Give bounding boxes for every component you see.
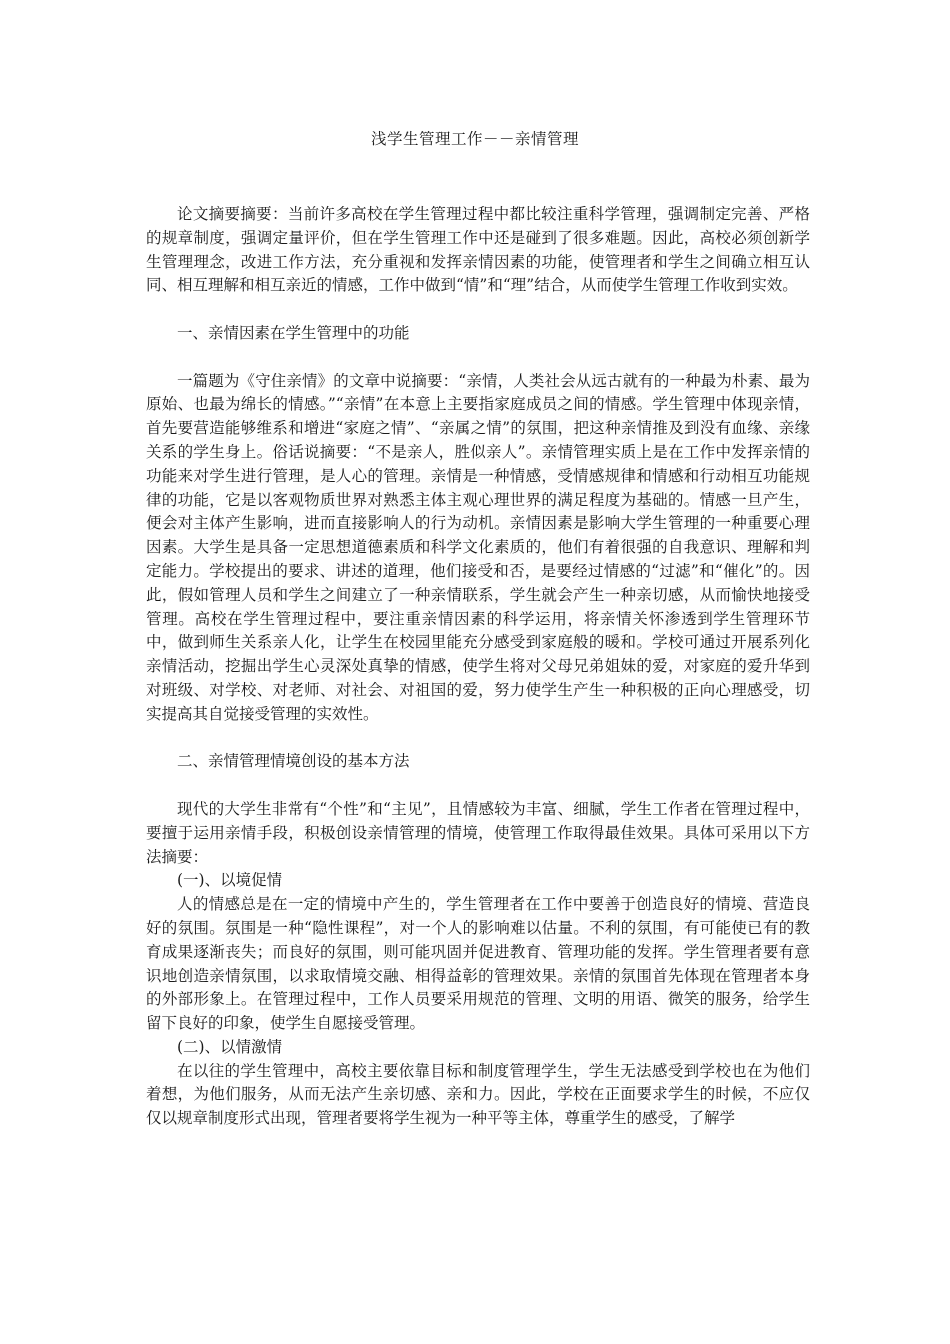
section-1-heading: 一、亲情因素在学生管理中的功能 [177, 323, 410, 342]
section-2-heading: 二、亲情管理情境创设的基本方法 [177, 752, 410, 771]
document-title: 浅学生管理工作－－亲情管理 [370, 130, 579, 148]
subsection-2-heading: (二)、以情激情 [177, 1037, 283, 1056]
section-2-intro-paragraph: 现代的大学生非常有“个性”和“主见”，且情感较为丰富、细腻，学生工作者在管理过程中，要擅于运用亲情手段，积极创设亲情管理的情境，使管理工作取得最佳效果。具体可采用以下方法摘要： [146, 799, 810, 866]
document-body [146, 203, 810, 1131]
subsection-1-heading: (一)、以境促情 [177, 871, 283, 890]
subsection-2-paragraph: 在以往的学生管理中，高校主要依靠目标和制度管理学生，学生无法感受到学校也在为他们着想，为他们服务，从而无法产生亲切感、亲和力。因此，学校在正面要求学生的时候，不应仅仅以规章制度形式出现，管理者要将学生视为一种平等主体，尊重学生的感受，了解学 [146, 1061, 810, 1128]
subsection-1-paragraph: 人的情感总是在一定的情境中产生的，学生管理者在工作中要善于创造良好的情境、营造良好的氛围。氛围是一种“隐性课程”，对一个人的影响难以估量。不利的氛围，有可能使已有的教育成果逐渐丧失；而良好的氛围，则可能巩固并促进教育、管理功能的发挥。学生管理者要有意识地创造亲情氛围，以求取情境交融、相得益彰的管理效果。亲情的氛围首先体现在管理者本身的外部形象上。在管理过程中，工作人员要采用规范的管理、文明的用语、微笑的服务，给学生留下良好的印象，使学生自愿接受管理。 [146, 895, 810, 1033]
section-1-paragraph: 一篇题为《守住亲情》的文章中说摘要：“亲情，人类社会从远古就有的一种最为朴素、最为原始、也最为绵长的情感。”“亲情”在本意上主要指家庭成员之间的情感。学生管理中体现亲情，首先要营造能够维系和增进“家庭之情”、“亲属之情”的氛围，把这种亲情推及到没有血缘、亲缘关系的学生身上。俗话说摘要：“不是亲人，胜似亲人”。亲情管理实质上是在工作中发挥亲情的功能来对学生进行管理，是人心的管理。亲情是一种情感，受情感规律和情感和行动相互功能规律的功能，它是以客观物质世界对熟悉主体主观心理世界的满足程度为基础的。情感一旦产生，便会对主体产生影响，进而直接影响人的行为动机。亲情因素是影响大学生管理的一种重要心理因素。大学生是具备一定思想道德素质和科学文化素质的，他们有着很强的自我意识、理解和判定能力。学校提出的要求、讲述的道理，他们接受和否，是要经过情感的“过滤”和“催化”的。因此，假如管理人员和学生之间建立了一种亲情联系，学生就会产生一种亲切感，从而愉快地接受管理。高校在学生管理过程中，要注重亲情因素的科学运用，将亲情关怀渗透到学生管理环节中，做到师生关系亲人化，让学生在校园里能充分感受到家庭般的暖和。学校可通过开展系列化亲情活动，挖掘出学生心灵深处真挚的情感，使学生将对父母兄弟姐妹的爱，对家庭的爱升华到对班级、对学校、对老师、对社会、对祖国的爱，努力使学生产生一种积极的正向心理感受，切实提高其自觉接受管理的实效性。 [146, 371, 810, 723]
abstract-paragraph: 论文摘要摘要：当前许多高校在学生管理过程中都比较注重科学管理，强调制定完善、严格的规章制度，强调定量评价，但在学生管理工作中还是碰到了很多难题。因此，高校必须创新学生管理理念，改进工作方法，充分重视和发挥亲情因素的功能，使管理者和学生之间确立相互认同、相互理解和相互亲近的情感，工作中做到“情”和“理”结合，从而使学生管理工作收到实效。 [146, 205, 810, 295]
